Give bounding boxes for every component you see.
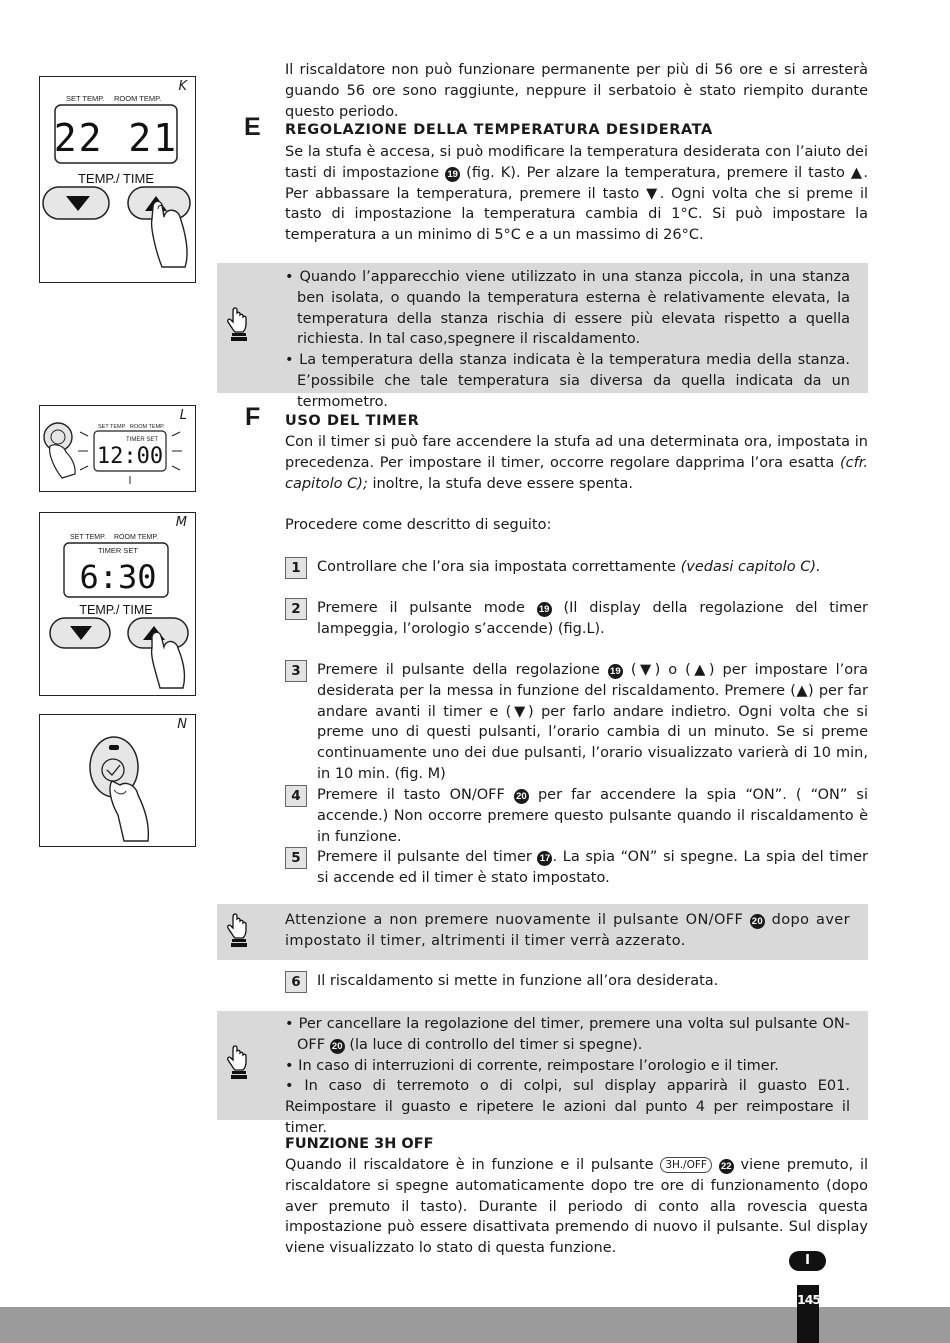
ref-number-badge: 17 [537,851,552,866]
ref-number-badge: 22 [719,1159,734,1174]
step-text-3 [317,660,868,785]
intro-paragraph [285,60,868,122]
ref-number-badge: 19 [537,602,552,617]
set-temp-label: SET TEMP. [70,534,106,541]
funzione-body [285,1155,868,1259]
step-number-6: 6 [285,971,307,993]
section-e-heading: REGOLAZIONE DELLA TEMPERATURA DESIDERATA [285,122,713,138]
funzione-heading: FUNZIONE 3H OFF [285,1136,434,1152]
step-number-5: 5 [285,847,307,869]
timer-set-label: TIMER SET [97,546,139,555]
timer-mode-illustration [40,406,195,491]
step-text: Premere il tasto ON/OFF [317,787,505,803]
room-temp-label: ROOM TEMP. [130,424,165,430]
section-f-body-part2: inoltre, la stufa deve essere spenta. [372,475,633,492]
funzione-text: Quando il riscaldatore è in funzione e il pulsante [285,1157,654,1173]
note-box-room-temperature [217,263,868,410]
section-f-body-italic: (cfr. capitolo C); [285,454,868,492]
step-text-5 [317,847,868,889]
ref-number-badge: 19 [608,664,623,679]
step-text: Premere il pulsante della regolazione [317,662,600,678]
step-text-6 [317,971,868,992]
note-bullet: • La temperatura della stanza indicata è la temperatura media della stanza. E’possibile che tale temperatura sia diversa da quella indicata da un termometro. [285,352,850,410]
note-box-warning [217,904,868,960]
figure-n [39,714,196,847]
pointing-hand-icon [227,1044,249,1080]
step-number-4: 4 [285,785,307,807]
language-badge: I [789,1251,826,1271]
note-bullet: • In caso di terremoto o di colpi, sul display apparirà il guasto E01. Reimpostare il guasto e ripetere le azioni dal punto 4 per reimpostare il timer. [285,1078,850,1136]
lcd-display: 6:30 [79,558,157,596]
step-text-2 [317,598,868,640]
section-f-body-part1: Con il timer si può fare accendere la stufa ad una determinata ora, impostata in precedenza. Per impostare il timer, occorre regolare dapprima l’ora esatta [285,434,868,471]
note-bullet: • Per cancellare la regolazione del timer, premere una volta sul pulsante ON-OFF [285,1016,850,1053]
ref-number-badge: 20 [514,789,529,804]
step-italic: (vedasi capitolo C). [680,559,821,575]
section-e-body-part1: Se la stufa è accesa, si può modificare la temperatura desiderata con l’aiuto dei tasti di impostazione [285,144,868,181]
note-box-cancel-timer [217,1011,868,1136]
figure-l [39,405,196,492]
step-text: Controllare che l’ora sia impostata correttamente [317,559,676,575]
room-temp-label: ROOM TEMP. [114,534,159,541]
intro-text: Il riscaldatore non può funzionare permanente per più di 56 ore e si arresterà guando 56 ore sono raggiunte, neppure il serbatoio è stato riempito durante questo periodo. [285,62,868,120]
set-temp-label: SET TEMP. [66,94,105,103]
warning-text: Attenzione a non premere nuovamente il pulsante ON/OFF [285,912,744,928]
figure-label: M [175,515,187,530]
warning-text: dopo aver impostato il timer, altrimenti il timer verrà azzerato. [285,912,850,949]
section-f-heading: USO DEL TIMER [285,413,420,429]
step-text: Premere il pulsante mode [317,600,525,616]
section-letter-f: F [245,403,261,431]
section-e-body [285,142,868,246]
ref-number-badge: 19 [445,167,460,182]
timer-set-panel-illustration [40,513,195,695]
section-f-body [285,432,868,494]
step-text-1 [317,557,868,578]
ref-number-badge: 20 [751,916,764,927]
timer-button-illustration [40,715,195,846]
figure-label: N [177,717,187,732]
section-letter-e: E [244,113,261,141]
ref-number-badge: 20 [330,1039,345,1054]
page-number: 145 [797,1292,821,1307]
lcd-display: 22 21 [53,116,179,160]
procedure-intro: Procedere come descritto di seguito: [285,517,552,533]
section-e-body-part2: (fig. K). Per alzare la temperatura, premere il tasto ▲. Per abbassare la temperatura, premere il tasto ▼. Ogni volta che si preme il tasto di impostazione la temperatura cambia di 1°C. Si può impostare la temperatura a un minimo di 5°C e a un massimo di 26°C. [285,164,869,244]
step-text: Premere il pulsante del timer [317,849,532,865]
step-text: (Il display della regolazione del timer lampeggia, l’orologio s’accende) (fig.L). [317,600,868,637]
step-text: . La spia “ON” si spegne. La spia del timer si accende ed il timer è stato impostato. [317,849,868,886]
set-temp-label: SET TEMP. [98,424,127,430]
note-bullet: • In caso di interruzioni di corrente, reimpostare l’orologio e il timer. [285,1057,779,1074]
figure-m [39,512,196,696]
room-temp-label: ROOM TEMP. [114,94,162,103]
figure-label: K [178,79,187,94]
step-text: Il riscaldamento si mette in funzione all’ora desiderata. [317,973,719,989]
lcd-display: 12:00 [96,444,164,469]
note-bullet: • Quando l’apparecchio viene utilizzato in una stanza piccola, in una stanza ben isolata, o quando la temperatura esterna è relativamente elevata, la temperatura della stanza rischia di essere più elevata rispetto a quella richiesta. In tal caso,spegnere il riscaldamento. [285,269,850,348]
step-number-1: 1 [285,557,307,579]
3h-off-button-label: 3H./OFF [660,1157,712,1173]
figure-label: L [179,408,187,423]
step-number-2: 2 [285,598,307,620]
step-text: per far accendere la spia “ON”. ( “ON” si accende.) Non occorre premere questo pulsante quando il riscaldamento è in funzione. [317,787,869,845]
step-text: (▼) o (▲) per impostare l’ora desiderata per la messa in funzione del riscaldamento. Premere (▲) per far andare avanti il timer e (▼) per farlo andare indietro. Ogni volta che si preme uno di questi pulsanti, l’orario cambia di un minuto. Se si preme continuamente uno dei due pulsanti, l’orario visualizzato varierà di 10 min, in 10 min. (fig. M) [317,662,868,782]
pointing-hand-icon [227,306,249,342]
temp-time-label: TEMP./ TIME [79,603,153,617]
temp-time-label: TEMP./ TIME [77,171,155,186]
temperature-control-panel-illustration [40,77,195,282]
step-number-3: 3 [285,660,307,682]
figure-k [39,76,196,283]
pointing-hand-icon [227,912,249,948]
funzione-text: viene premuto, il riscaldatore si spegne automaticamente dopo tre ore di funzionamento (dopo aver premuto il tasto). Durante il periodo di conto alla rovescia questa impostazione può essere disattivata premendo di nuovo il pulsante. Sul display viene visualizzato lo stato di questa funzione. [285,1157,869,1257]
timer-set-label: TIMER SET [125,437,159,443]
note-bullet: (la luce di controllo del timer si spegne). [349,1036,643,1053]
step-text-4 [317,785,868,847]
